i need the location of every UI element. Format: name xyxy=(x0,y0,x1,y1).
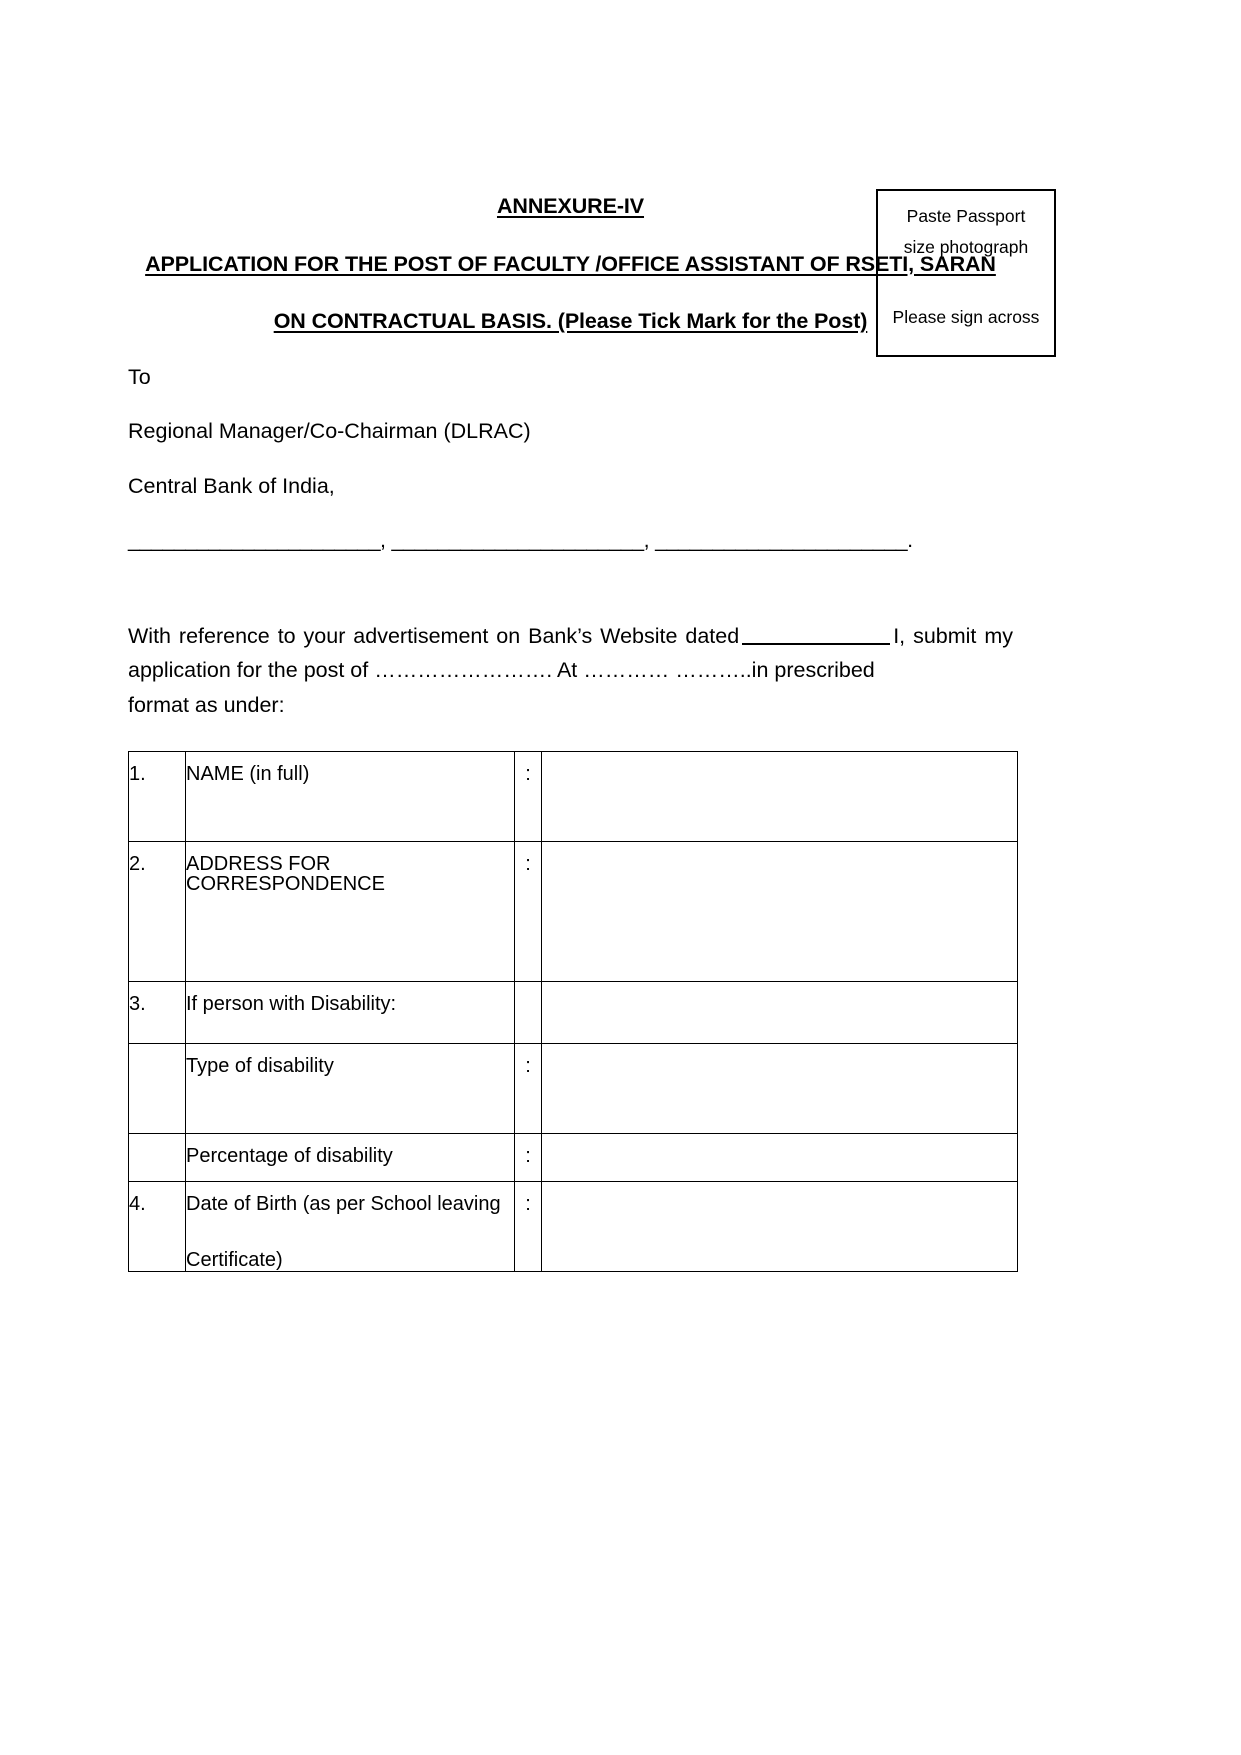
passport-photo-box xyxy=(876,189,1056,357)
addressee-blank-2[interactable]: ______________________, xyxy=(391,528,650,552)
annexure-title-text: ANNEXURE-IV xyxy=(496,194,645,218)
intro-paragraph-part-1: With reference to your advertisement on Bank’s Website dated xyxy=(128,623,740,648)
addressee-blank-3[interactable]: ______________________. xyxy=(655,528,913,552)
photo-box-line-3: Please sign across xyxy=(892,307,1040,328)
intro-paragraph-part-3: format as under: xyxy=(128,693,285,718)
row-number: 1. xyxy=(129,751,186,841)
addressee-blank-1[interactable]: ______________________, xyxy=(128,528,386,552)
addressee-line-2: Central Bank of India, xyxy=(128,473,335,498)
advertisement-date-blank[interactable] xyxy=(742,627,890,645)
page-content xyxy=(128,0,1040,1272)
photo-box-line-1: Paste Passport xyxy=(906,206,1026,226)
row-number xyxy=(129,1043,186,1133)
row-number: 4. xyxy=(129,1181,186,1271)
row-number xyxy=(129,1133,186,1181)
row-label: If person with Disability: xyxy=(186,981,515,1043)
row-number: 3. xyxy=(129,981,186,1043)
row-colon: : xyxy=(515,1181,542,1271)
application-details-table xyxy=(128,751,1018,1272)
table-row xyxy=(129,1043,1018,1133)
row-value-field[interactable] xyxy=(542,981,1018,1043)
row-value-field[interactable] xyxy=(542,1181,1018,1271)
row-label-line-2: Certificate) xyxy=(186,1248,283,1271)
photo-box-line-2: size photograph xyxy=(903,236,1029,257)
row-label xyxy=(186,1181,515,1271)
addressee-to-label: To xyxy=(128,364,151,389)
photo-box-spacer xyxy=(878,262,1054,302)
row-colon: : xyxy=(515,1043,542,1133)
row-value-field[interactable] xyxy=(542,841,1018,981)
row-value-field[interactable] xyxy=(542,1133,1018,1181)
table-row xyxy=(129,751,1018,841)
table-row xyxy=(129,981,1018,1043)
row-label: Percentage of disability xyxy=(186,1133,515,1181)
row-label: Type of disability xyxy=(186,1043,515,1133)
row-number: 2. xyxy=(129,841,186,981)
row-label: ADDRESS FOR CORRESPONDENCE xyxy=(186,841,515,981)
addressee-block xyxy=(128,364,1013,585)
application-title-line-1-text: APPLICATION FOR THE POST OF FACULTY /OFFICE ASSISTANT OF RSETI, SARAN xyxy=(145,251,996,276)
row-colon: : xyxy=(515,1133,542,1181)
row-label-line-1: Date of Birth (as per School leaving xyxy=(186,1192,501,1215)
table-row xyxy=(129,1133,1018,1181)
intro-paragraph xyxy=(128,619,1013,723)
intro-paragraph-part-2: I, submit my application for the post of ……………………. At ………… ………..in prescribed xyxy=(128,623,1013,683)
row-colon: : xyxy=(515,841,542,981)
table-row xyxy=(129,841,1018,981)
addressee-line-1: Regional Manager/Co-Chairman (DLRAC) xyxy=(128,419,531,443)
table-row xyxy=(129,1181,1018,1271)
row-value-field[interactable] xyxy=(542,1043,1018,1133)
row-label: NAME (in full) xyxy=(186,751,515,841)
row-colon: : xyxy=(515,751,542,841)
application-title-line-2-text: ON CONTRACTUAL BASIS. (Please Tick Mark for the Post) xyxy=(273,309,868,333)
row-value-field[interactable] xyxy=(542,751,1018,841)
row-colon xyxy=(515,981,542,1043)
